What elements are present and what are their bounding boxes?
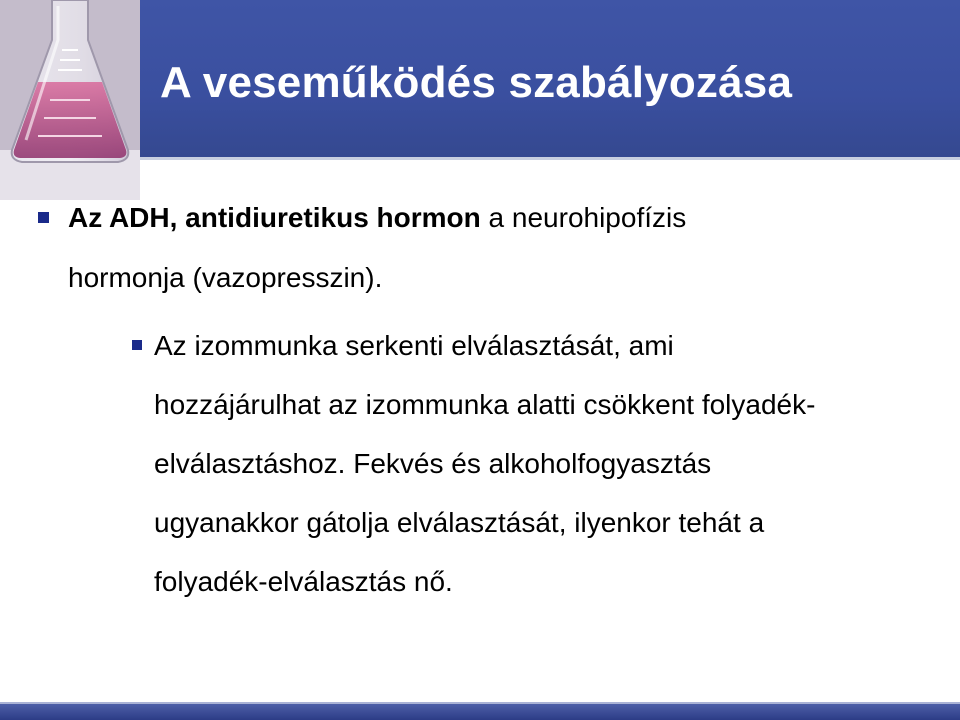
square-bullet-icon <box>38 212 49 223</box>
sub-bullet-line-3: elválasztáshoz. Fekvés és alkoholfogyasztás <box>154 448 712 479</box>
square-bullet-icon <box>132 340 142 350</box>
sub-bullet-line-2: hozzájárulhat az izommunka alatti csökkent folyadék- <box>154 389 816 420</box>
bullet-1-bold: Az ADH, antidiuretikus hormon <box>68 202 481 233</box>
bullet-1-line-2: hormonja (vazopresszin). <box>68 262 383 293</box>
bullet-1-line-1 <box>68 198 686 238</box>
bullet-1-rest: a neurohipofízis <box>480 202 687 233</box>
bottom-bar <box>0 704 960 720</box>
sub-bullet-line-5: folyadék-elválasztás nő. <box>154 566 453 597</box>
slide-title: A veseműködés szabályozása <box>160 58 793 107</box>
sub-bullet-line-1: Az izommunka serkenti elválasztását, ami <box>154 330 674 361</box>
sub-bullet-line-4: ugyanakkor gátolja elválasztását, ilyenkor tehát a <box>154 507 765 538</box>
